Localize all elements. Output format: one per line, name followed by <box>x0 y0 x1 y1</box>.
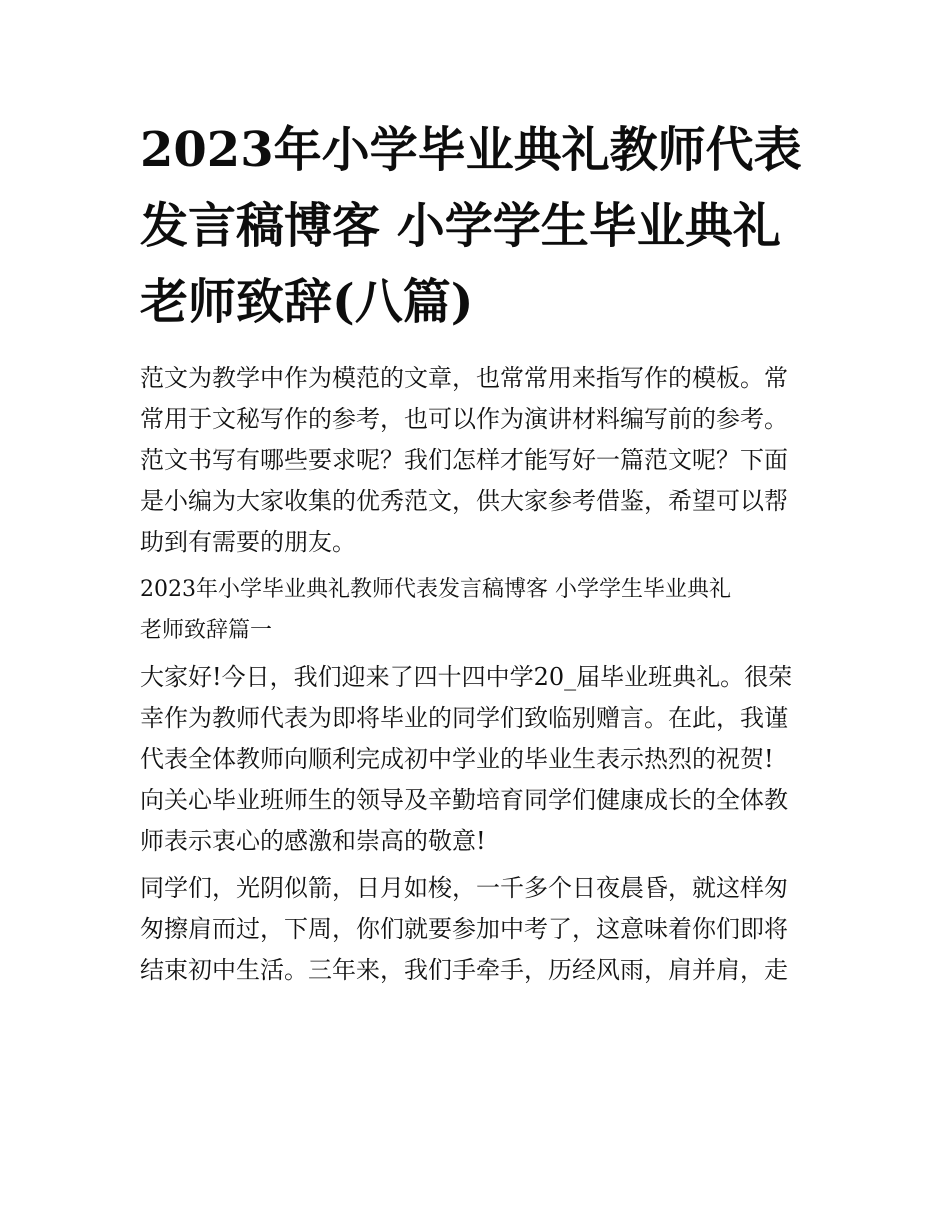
paragraph-students <box>140 868 820 991</box>
text-line: 师表示衷心的感激和崇高的敬意! <box>140 827 486 855</box>
text-line: 范文为教学中作为模范的文章，也常常用来指写作的模板。常 <box>140 364 788 392</box>
title-line: 老师致辞(八篇) <box>140 274 474 330</box>
text-line: 是小编为大家收集的优秀范文，供大家参考借鉴，希望可以帮 <box>140 487 788 515</box>
text-line: 匆擦肩而过，下周，你们就要参加中考了，这意味着你们即将 <box>140 915 788 943</box>
document-title <box>140 112 820 340</box>
heading-line: 2023年小学毕业典礼教师代表发言稿博客 小学学生毕业典礼 <box>140 577 731 602</box>
section-heading <box>140 569 820 651</box>
text-line: 助到有需要的朋友。 <box>140 528 356 556</box>
title-line: 2023年小学毕业典礼教师代表 <box>140 122 802 178</box>
text-line: 范文书写有哪些要求呢？我们怎样才能写好一篇范文呢？下面 <box>140 446 788 474</box>
document-body <box>140 358 820 997</box>
text-line: 代表全体教师向顺利完成初中学业的毕业生表示热烈的祝贺! <box>140 745 774 773</box>
intro-paragraph <box>140 358 820 563</box>
text-line: 幸作为教师代表为即将毕业的同学们致临别赠言。在此，我谨 <box>140 704 788 732</box>
heading-line: 老师致辞篇一 <box>140 618 273 643</box>
paragraph-greeting <box>140 657 820 862</box>
text-line: 结束初中生活。三年来，我们手牵手，历经风雨，肩并肩，走 <box>140 956 788 984</box>
text-line: 大家好!今日，我们迎来了四十四中学20_届毕业班典礼。很荣 <box>140 663 793 691</box>
text-line: 同学们，光阴似箭，日月如梭，一千多个日夜晨昏，就这样匆 <box>140 874 788 902</box>
text-line: 常用于文秘写作的参考，也可以作为演讲材料编写前的参考。 <box>140 405 788 433</box>
title-line: 发言稿博客 小学学生毕业典礼 <box>140 198 781 254</box>
text-line: 向关心毕业班师生的领导及辛勤培育同学们健康成长的全体教 <box>140 786 788 814</box>
